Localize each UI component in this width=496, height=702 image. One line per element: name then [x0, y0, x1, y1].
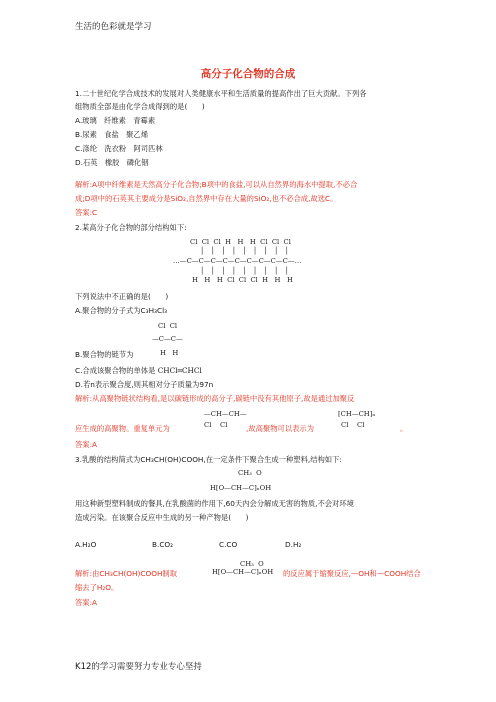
- q3-text-line3: 造成污染。在该聚合反应中生成的另一种产物是( ): [75, 513, 249, 522]
- q2-polymer-formula-bottom: Cl Cl: [341, 421, 365, 429]
- q3-option-b: B.CO₂: [152, 540, 174, 549]
- q3-option-d: D.H₂: [285, 540, 302, 549]
- q2-b-repeat-mid: —C—C—: [152, 335, 183, 343]
- q1-option-c: C.涤纶 洗衣粉 阿司匹林: [75, 144, 163, 153]
- q2-explanation-line2b: ,故高聚物可以表示为: [246, 424, 314, 433]
- q2-option-b: B.聚合物的链节为: [75, 350, 134, 359]
- q2-chain-bottom-substituents: H H H Cl Cl Cl H H H: [192, 276, 293, 284]
- q3-stem: 3.乳酸的结构简式为CH₃CH(OH)COOH,在一定条件下聚合生成一种塑料,结构如下:: [75, 455, 342, 464]
- q3-polymer-formula: H[O—CH—C]ₙOH: [210, 484, 272, 492]
- q2-b-repeat-top: Cl Cl: [158, 322, 178, 330]
- q3-explanation-structure-top: CH₃ O: [240, 560, 264, 568]
- q2-explanation-line2c: 。: [400, 424, 408, 433]
- q2-option-d: D.若n表示聚合度,则其相对分子质量为97n: [75, 380, 214, 389]
- q2-chain-backbone: …—C—C—C—C—C—C—C—C—C—…: [173, 257, 302, 265]
- q3-answer: 答案:A: [75, 598, 98, 607]
- page-title: 高分子化合物的合成: [200, 68, 296, 80]
- q1-stem-line2: 组物质全部是由化学合成得到的是( ): [75, 102, 205, 111]
- q2-monomer-formula: CHCl═CHCl: [157, 366, 202, 375]
- q1-explanation-line2: 成;D项中的石英其主要成分是SiO₂,自然界中存在大量的SiO₂,也不必合成,故选C。: [75, 194, 338, 203]
- q2-chain-bonds-bottom: │ │ │ │ │ │ │ │ │: [200, 267, 289, 275]
- q3-option-c: C.CO: [219, 540, 238, 549]
- q3-text-line2: 用这种新型塑料制成的餐具,在乳酸菌的作用下,60天内会分解成无害的物质,不会对环境: [75, 499, 354, 508]
- q1-stem-line1: 1.二十世纪化学合成技术的发展对人类健康水平和生活质量的提高作出了巨大贡献。下列各: [75, 89, 367, 98]
- q1-option-d: D.石英 橡胶 磷化铟: [75, 158, 149, 167]
- q2-answer: 答案:A: [75, 440, 98, 449]
- page-header: 生活的色彩就是学习: [75, 22, 152, 32]
- q3-explanation-structure: H[O—CH—C]ₙOH: [212, 568, 274, 576]
- q2-repeat-unit-bottom: Cl Cl: [204, 421, 228, 429]
- q2-polymer-formula-top: [CH—CH]ₙ: [338, 410, 376, 418]
- q2-repeat-unit-top: —CH—CH—: [204, 410, 247, 418]
- q3-explanation-line2: 缩去了H₂O。: [75, 583, 119, 592]
- q1-option-a: A.玻璃 纤维素 青霉素: [75, 116, 156, 125]
- q3-polymer-top: CH₃ O: [238, 469, 262, 477]
- page-footer: K12的学习需要努力专业专心坚持: [75, 662, 202, 672]
- q2-stem: 2.某高分子化合物的部分结构如下:: [75, 223, 187, 232]
- q2-option-a: A.聚合物的分子式为C₃H₃Cl₃: [75, 306, 168, 315]
- q2-explanation-line2a: 应生成的高聚物。重复单元为: [75, 424, 170, 433]
- q2-chain-bonds-top: │ │ │ │ │ │ │ │ │: [200, 247, 289, 255]
- q2-chain-top-substituents: Cl Cl Cl H H H Cl Cl Cl: [190, 238, 291, 246]
- q1-explanation-line1: 解析:A项中纤维素是天然高分子化合物;B项中的食盐,可以从自然界的海水中提取,不必合: [75, 180, 358, 189]
- q2-option-c-text: C.合成该聚合物的单体是: [75, 366, 156, 375]
- q2-question: 下列说法中不正确的是( ): [75, 292, 169, 301]
- q3-explanation-line1b: 的反应属于缩聚反应,—OH和—COOH结合: [283, 569, 421, 578]
- q3-option-a: A.H₂O: [75, 540, 97, 549]
- q2-b-repeat-bottom: H H: [160, 349, 179, 357]
- q1-answer: 答案:C: [75, 208, 98, 217]
- q3-explanation-line1a: 解析:由CH₃CH(OH)COOH制取: [75, 569, 178, 578]
- q2-option-c: [75, 366, 202, 376]
- q2-explanation-line1: 解析:从高聚物链状结构看,是以碳链形成的高分子,碳链中没有其他原子,故是通过加聚反: [75, 394, 355, 403]
- q1-option-b: B.尿素 食盐 聚乙烯: [75, 130, 148, 139]
